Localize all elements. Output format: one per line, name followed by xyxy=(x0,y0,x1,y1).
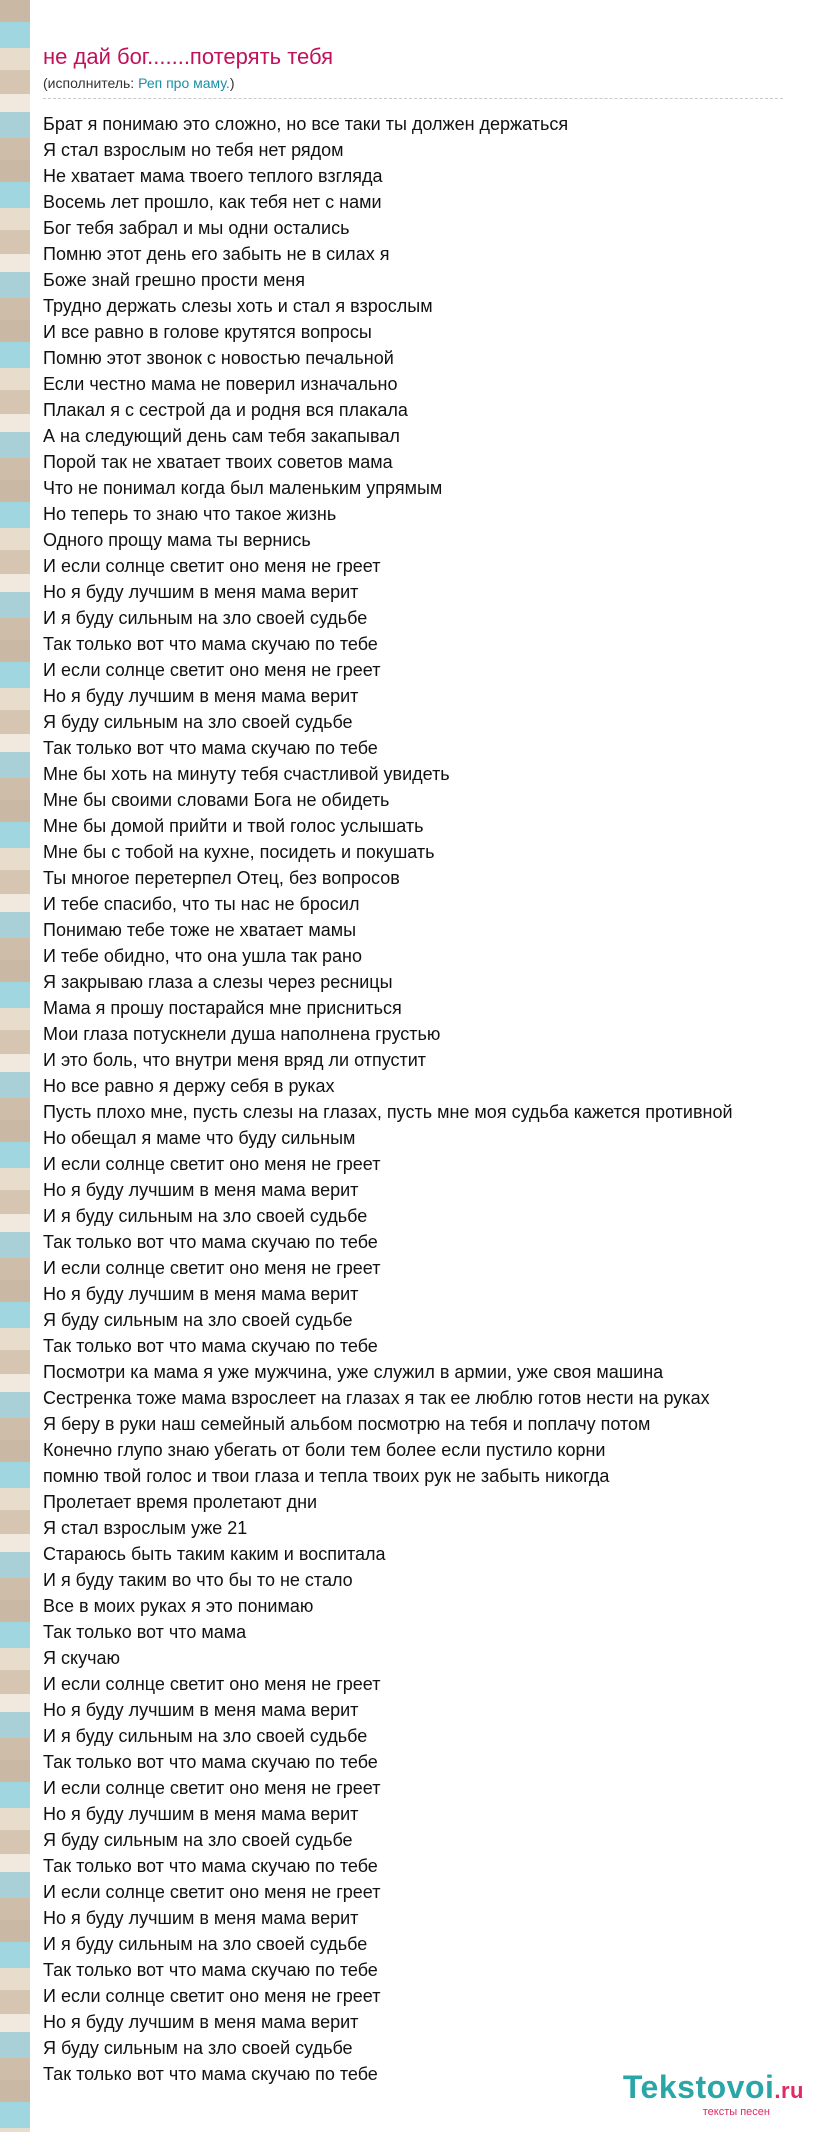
lyric-line: Пролетает время пролетают дни xyxy=(43,1492,318,1512)
lyric-line: И если солнце светит оно меня не греет xyxy=(43,1882,381,1902)
lyric-line: Так только вот что мама скучаю по тебе xyxy=(43,2064,378,2084)
lyrics-text xyxy=(43,111,824,2087)
lyric-line: И если солнце светит оно меня не греет xyxy=(43,1674,381,1694)
lyric-line: Все в моих руках я это понимаю xyxy=(43,1596,314,1616)
lyric-line: Пусть плохо мне, пусть слезы на глазах, пусть мне моя судьба кажется противной xyxy=(43,1102,733,1122)
lyric-line: Но я буду лучшим в меня мама верит xyxy=(43,1180,359,1200)
lyric-line: Я буду сильным на зло своей судьбе xyxy=(43,1830,353,1850)
lyric-line: Что не понимал когда был маленьким упрямым xyxy=(43,478,443,498)
lyric-line: Бог тебя забрал и мы одни остались xyxy=(43,218,350,238)
lyric-line: Мне бы домой прийти и твой голос услышать xyxy=(43,816,424,836)
lyric-line: Так только вот что мама xyxy=(43,1622,247,1642)
lyric-line: Так только вот что мама скучаю по тебе xyxy=(43,1856,378,1876)
lyric-line: Понимаю тебе тоже не хватает мамы xyxy=(43,920,357,940)
lyric-line: Мне бы с тобой на кухне, посидеть и покушать xyxy=(43,842,435,862)
logo-tagline: тексты песен xyxy=(702,2106,770,2118)
lyric-line: И если солнце светит оно меня не греет xyxy=(43,1154,381,1174)
lyric-line: Ты многое перетерпел Отец, без вопросов xyxy=(43,868,400,888)
lyric-line: Так только вот что мама скучаю по тебе xyxy=(43,1752,378,1772)
lyric-line: Так только вот что мама скучаю по тебе xyxy=(43,1232,378,1252)
lyric-line: Помню этот день его забыть не в силах я xyxy=(43,244,390,264)
lyric-line: Помню этот звонок с новостью печальной xyxy=(43,348,394,368)
lyric-line: Не хватает мама твоего теплого взгляда xyxy=(43,166,383,186)
lyric-line: Мне бы хоть на минуту тебя счастливой увидеть xyxy=(43,764,450,784)
lyric-line: Боже знай грешно прости меня xyxy=(43,270,306,290)
lyric-line: помню твой голос и твои глаза и тепла твоих рук не забыть никогда xyxy=(43,1466,610,1486)
site-logo[interactable] xyxy=(623,2070,804,2118)
lyric-line: Но все равно я держу себя в руках xyxy=(43,1076,335,1096)
lyric-line: И если солнце светит оно меня не греет xyxy=(43,1986,381,2006)
lyric-line: И если солнце светит оно меня не греет xyxy=(43,1258,381,1278)
lyric-line: Мне бы своими словами Бога не обидеть xyxy=(43,790,390,810)
lyric-line: Порой так не хватает твоих советов мама xyxy=(43,452,393,472)
lyric-line: Мама я прошу постарайся мне присниться xyxy=(43,998,402,1018)
lyric-line: Брат я понимаю это сложно, но все таки ты должен держаться xyxy=(43,114,569,134)
logo-name: Tekstovoi xyxy=(622,2069,775,2105)
lyric-line: Одного прощу мама ты вернись xyxy=(43,530,311,550)
performer-prefix: (исполнитель: xyxy=(43,75,139,91)
lyric-line: Но теперь то знаю что такое жизнь xyxy=(43,504,337,524)
lyric-line: Трудно держать слезы хоть и стал я взрослым xyxy=(43,296,433,316)
lyric-line: Я скучаю xyxy=(43,1648,120,1668)
lyric-line: Я стал взрослым но тебя нет рядом xyxy=(43,140,344,160)
lyric-line: Плакал я с сестрой да и родня вся плакала xyxy=(43,400,408,420)
lyric-line: Конечно глупо знаю убегать от боли тем более если пустило корни xyxy=(43,1440,606,1460)
lyric-line: Посмотри ка мама я уже мужчина, уже служил в армии, уже своя машина xyxy=(43,1362,664,1382)
lyric-line: Я буду сильным на зло своей судьбе xyxy=(43,712,353,732)
lyric-line: И если солнце светит оно меня не греет xyxy=(43,1778,381,1798)
lyric-line: Но я буду лучшим в меня мама верит xyxy=(43,1908,359,1928)
lyric-line: Так только вот что мама скучаю по тебе xyxy=(43,1336,378,1356)
lyric-line: Но я буду лучшим в меня мама верит xyxy=(43,686,359,706)
lyric-line: И тебе спасибо, что ты нас не бросил xyxy=(43,894,360,914)
lyric-line: Я закрываю глаза а слезы через ресницы xyxy=(43,972,393,992)
lyric-line: Но я буду лучшим в меня мама верит xyxy=(43,582,359,602)
lyric-line: Но обещал я маме что буду сильным xyxy=(43,1128,356,1148)
performer-suffix: ) xyxy=(229,75,235,91)
lyric-line: Сестренка тоже мама взрослеет на глазах я так ее люблю готов нести на руках xyxy=(43,1388,710,1408)
lyric-line: И я буду сильным на зло своей судьбе xyxy=(43,1726,368,1746)
lyric-line: Так только вот что мама скучаю по тебе xyxy=(43,634,378,654)
lyric-line: А на следующий день сам тебя закапывал xyxy=(43,426,400,446)
lyric-line: Я беру в руки наш семейный альбом посмотрю на тебя и поплачу потом xyxy=(43,1414,651,1434)
lyric-line: Стараюсь быть таким каким и воспитала xyxy=(43,1544,386,1564)
lyric-line: И если солнце светит оно меня не греет xyxy=(43,660,381,680)
lyric-line: И я буду сильным на зло своей судьбе xyxy=(43,1934,368,1954)
logo-wordmark xyxy=(623,2070,804,2108)
lyric-line: Я буду сильным на зло своей судьбе xyxy=(43,1310,353,1330)
performer-line xyxy=(43,74,783,99)
lyric-line: Но я буду лучшим в меня мама верит xyxy=(43,2012,359,2032)
logo-tld: .ru xyxy=(774,2078,804,2103)
lyric-line: И все равно в голове крутятся вопросы xyxy=(43,322,372,342)
lyric-line: И я буду таким во что бы то не стало xyxy=(43,1570,353,1590)
lyric-line: Так только вот что мама скучаю по тебе xyxy=(43,1960,378,1980)
lyric-line: Но я буду лучшим в меня мама верит xyxy=(43,1804,359,1824)
lyric-line: Мои глаза потускнели душа наполнена грустью xyxy=(43,1024,441,1044)
lyric-line: Если честно мама не поверил изначально xyxy=(43,374,398,394)
lyrics-sheet xyxy=(30,0,824,2132)
performer-link[interactable]: Реп про маму. xyxy=(138,75,230,91)
lyric-line: Так только вот что мама скучаю по тебе xyxy=(43,738,378,758)
lyric-line: И я буду сильным на зло своей судьбе xyxy=(43,1206,368,1226)
lyrics-content xyxy=(30,0,824,2087)
lyric-line: И тебе обидно, что она ушла так рано xyxy=(43,946,362,966)
lyric-line: Но я буду лучшим в меня мама верит xyxy=(43,1284,359,1304)
lyric-line: Я стал взрослым уже 21 xyxy=(43,1518,248,1538)
song-title: не дай бог.......потерять тебя xyxy=(43,44,334,69)
lyric-line: Восемь лет прошло, как тебя нет с нами xyxy=(43,192,382,212)
lyric-line: Я буду сильным на зло своей судьбе xyxy=(43,2038,353,2058)
lyric-line: И это боль, что внутри меня вряд ли отпустит xyxy=(43,1050,427,1070)
lyric-line: Но я буду лучшим в меня мама верит xyxy=(43,1700,359,1720)
lyric-line: И я буду сильным на зло своей судьбе xyxy=(43,608,368,628)
lyric-line: И если солнце светит оно меня не греет xyxy=(43,556,381,576)
